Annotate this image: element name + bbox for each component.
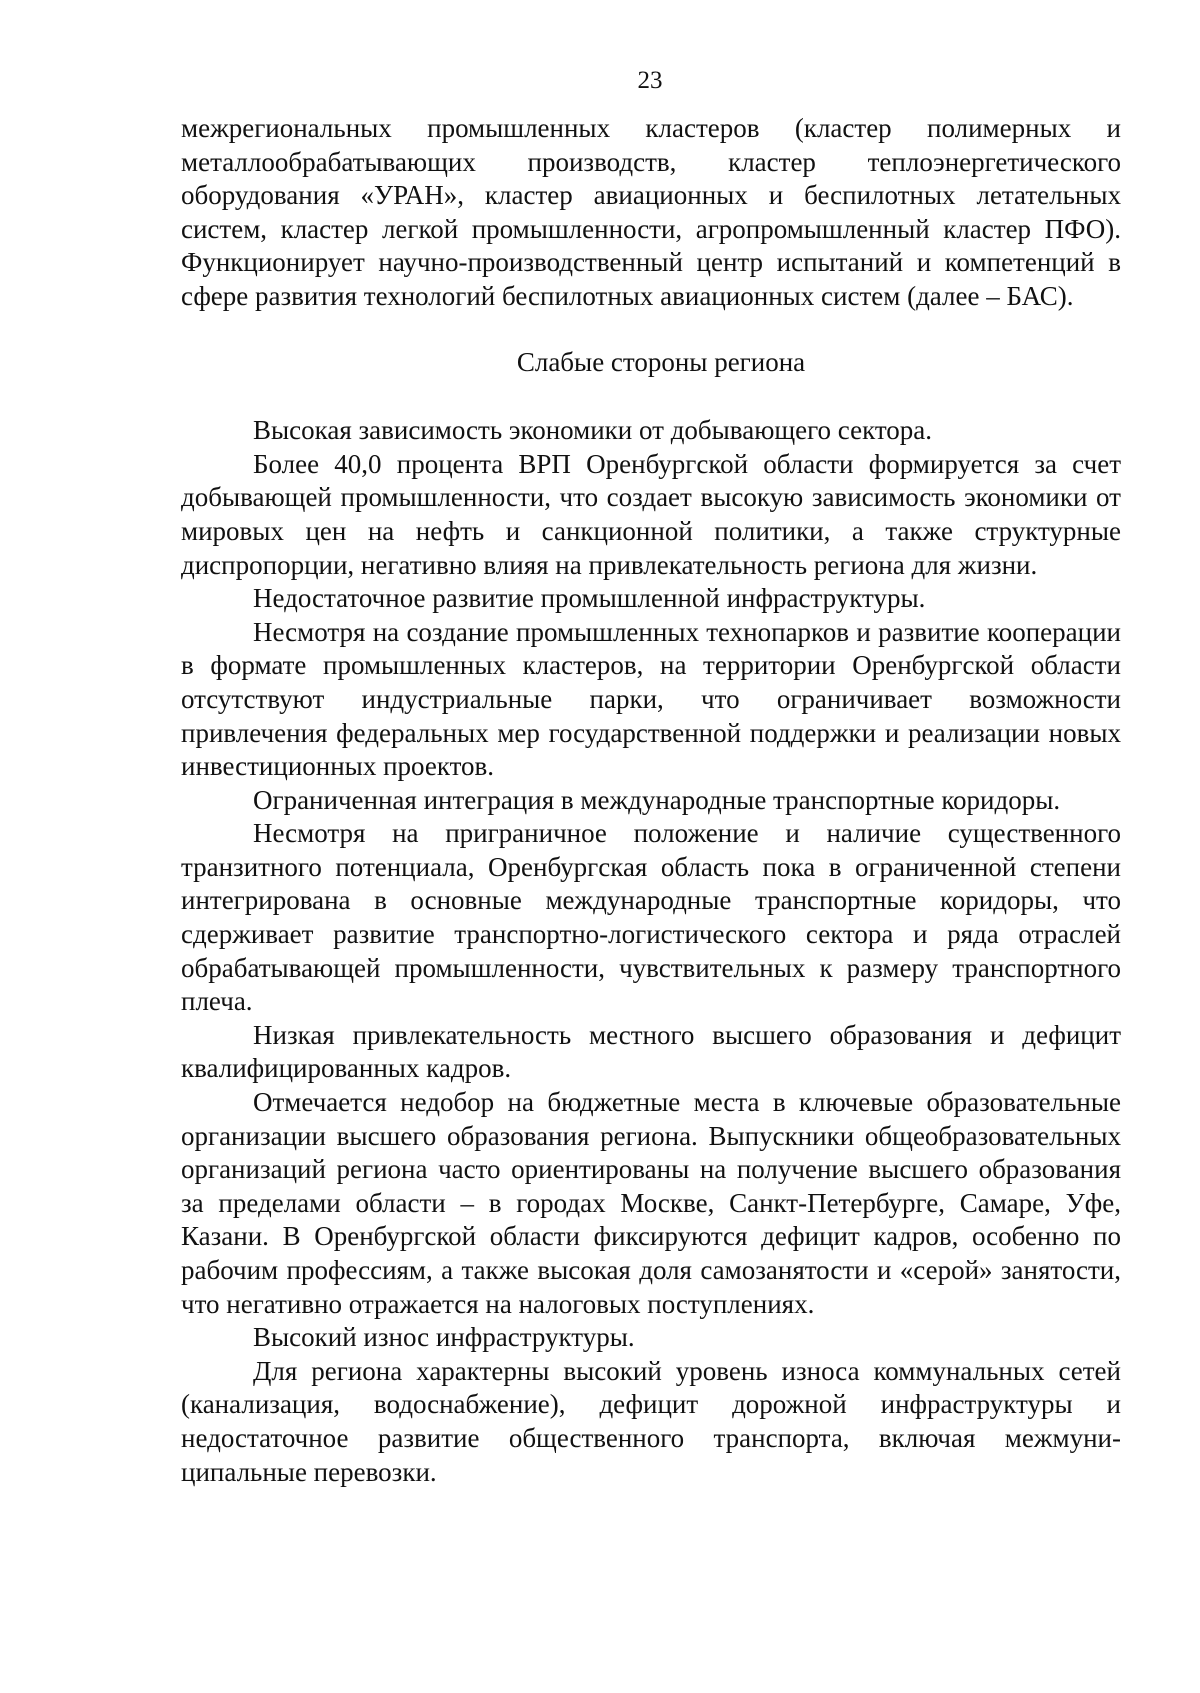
- paragraph-heading-higher-education: Низкая привлекательность местного высшего образования и дефицит квалифицированных кадров.: [181, 1019, 1121, 1084]
- paragraph-heading-extraction-dependence: Высокая зависимость экономики от добывающего сектора.: [253, 415, 933, 446]
- paragraph-body: Более 40,0 процента ВРП Оренбургской области формируется за счет добывающей промышленности, что создает высокую зависимость экономики от мировых цен на нефть и санкционной политики, а также структурные диспропорции, негативно влияя на привлекательность региона для жизни.: [181, 448, 1121, 580]
- document-body: [181, 112, 1121, 1489]
- paragraph-body: Отмечается недобор на бюджетные места в ключевые образовательные организации высшего образования региона. Выпускники общеобразовательных организаций региона часто ориентированы на получение высшего образования за пределами области – в городах Москве, Санкт-Петербурге, Самаре, Уфе, Казани. В Оренбургской области фиксируются дефицит кадров, особенно по рабочим профессиям, а также высокая доля самозанятости и «серой» занятости, что негативно отражается на налоговых поступлениях.: [181, 1087, 1121, 1319]
- paragraph-body: Несмотря на приграничное положение и наличие существенного транзитного потенциала, Оренбургская область пока в ограниченной степени интегрирована в основные международные транспортные коридоры, что сдерживает развитие транспортно-логистического сектора и ряда отраслей обрабатывающей промышленности, чувствительных к размеру транспортного плеча.: [181, 818, 1121, 1017]
- paragraph-heading-transport-corridors: Ограниченная интеграция в международные транспортные коридоры.: [253, 784, 1061, 815]
- section-heading: Слабые стороны региона: [516, 346, 806, 377]
- paragraph-body: Несмотря на создание промышленных технопарков и развитие кооперации в формате промышленных кластеров, на территории Оренбургской области отсутствуют индустриальные парки, что ограничивает возможности привлечения федеральных мер государственной поддержки и реализации новых инвестиционных проектов.: [181, 616, 1121, 782]
- intro-paragraph: межрегиональных промышленных кластеров (кластер полимерных и металлообрабатывающих производств, кластер теплоэнергетического оборудования «УРАН», кластер авиационных и беспилотных летательных систем, кластер легкой промышленности, агропромышленный кластер ПФО). Функционирует научно-производственный центр испытаний и компетенций в сфере развития технологий беспилотных авиационных систем (далее – БАС).: [181, 113, 1121, 311]
- paragraph-body: Для региона характерны высокий уровень износа коммунальных сетей (канализация, водоснабжение), дефицит дорожной инфраструктуры и недостаточное развитие общественного транспорта, включая межмуниципальные перевозки.: [181, 1355, 1121, 1487]
- page-number: 23: [637, 67, 663, 94]
- paragraph-heading-industrial-infrastructure: Недостаточное развитие промышленной инфраструктуры.: [253, 583, 926, 614]
- paragraph-heading-infrastructure-wear: Высокий износ инфраструктуры.: [253, 1322, 635, 1353]
